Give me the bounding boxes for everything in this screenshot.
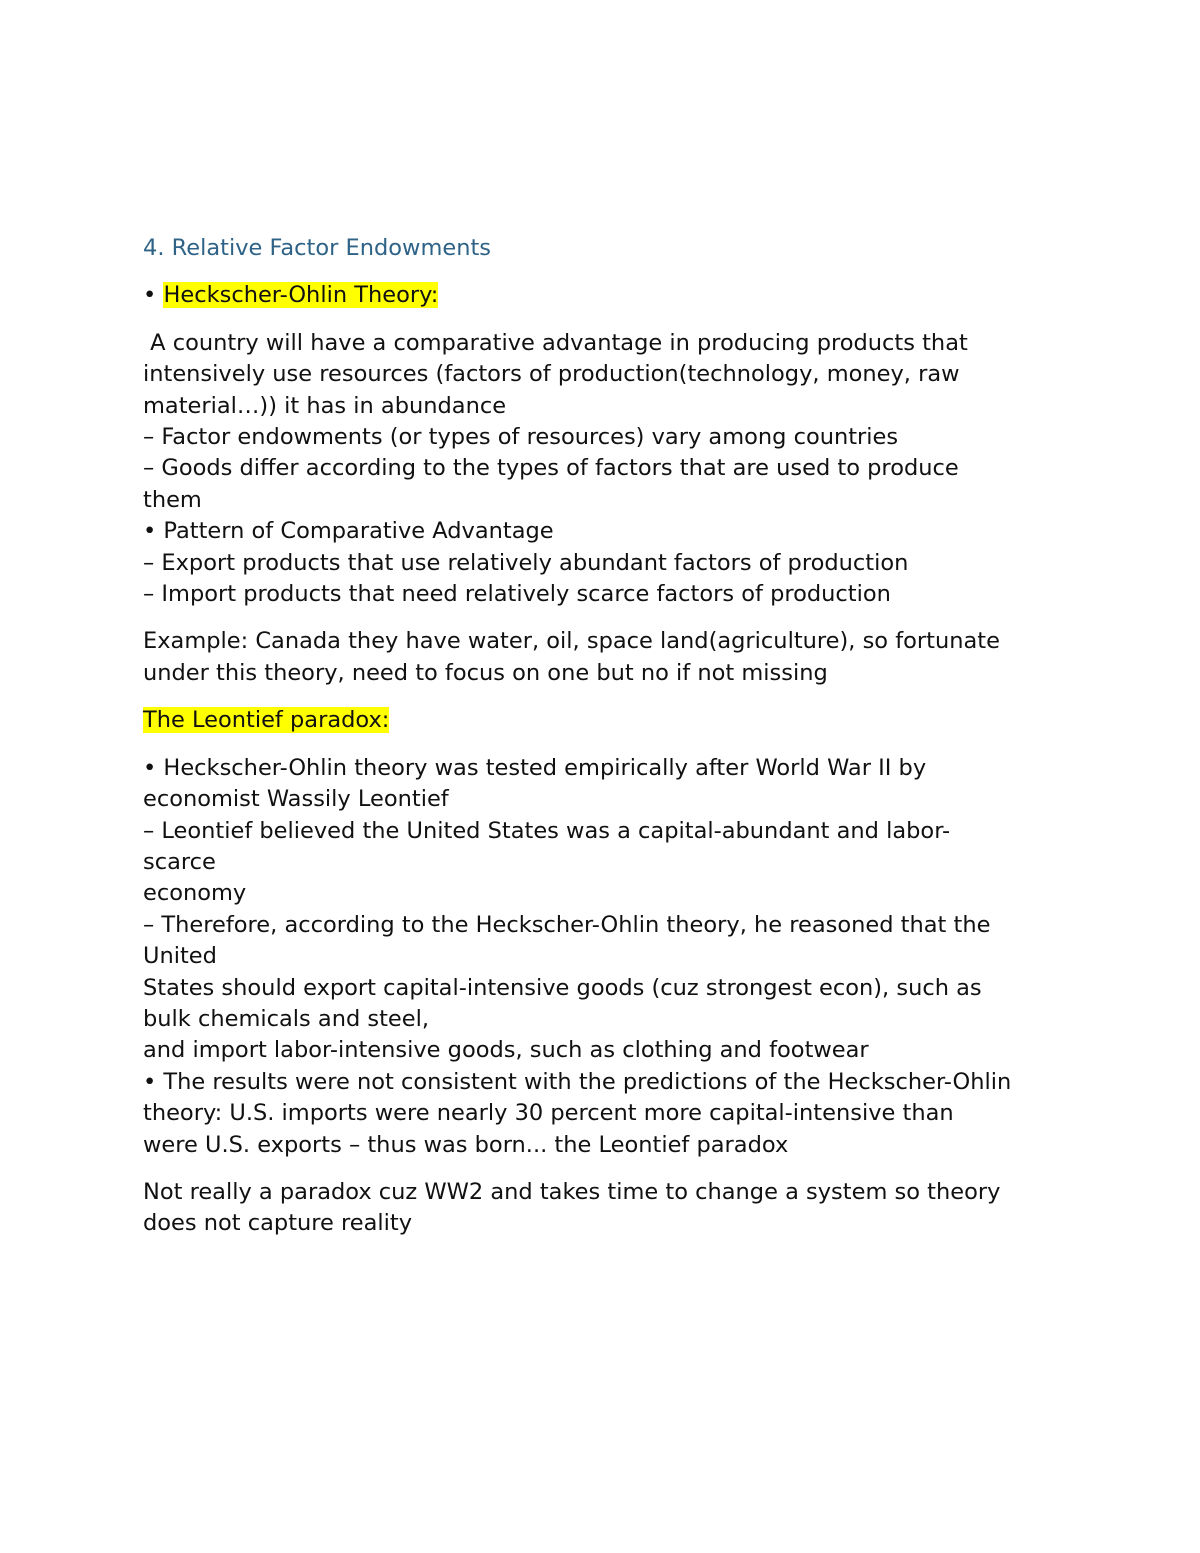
text-line: material…)) it has in abundance bbox=[143, 392, 507, 419]
leontief-body bbox=[143, 753, 1063, 1161]
text-line: States should export capital-intensive goods (cuz strongest econ), such as bbox=[143, 974, 982, 1001]
text-line: • Pattern of Comparative Advantage bbox=[143, 518, 554, 545]
text-line: scarce bbox=[143, 848, 216, 875]
text-line: intensively use resources (factors of production(technology, money, raw bbox=[143, 361, 960, 388]
text-line: – Leontief believed the United States was a capital-abundant and labor- bbox=[143, 817, 951, 844]
ho-theory-body bbox=[143, 328, 1063, 611]
text-line: bulk chemicals and steel, bbox=[143, 1005, 430, 1032]
text-line: – Goods differ according to the types of factors that are used to produce bbox=[143, 455, 959, 482]
bullet: • bbox=[143, 282, 164, 309]
text-line: and import labor-intensive goods, such as clothing and footwear bbox=[143, 1037, 869, 1064]
example-paragraph bbox=[143, 626, 1063, 689]
text-line: – Export products that use relatively abundant factors of production bbox=[143, 549, 909, 576]
text-line: • Heckscher-Ohlin theory was tested empirically after World War II by bbox=[143, 754, 927, 781]
text-line: economist Wassily Leontief bbox=[143, 786, 449, 813]
section-heading: 4. Relative Factor Endowments bbox=[143, 235, 492, 261]
leontief-heading bbox=[143, 705, 1063, 736]
text-line: were U.S. exports – thus was born... the Leontief paradox bbox=[143, 1131, 789, 1158]
text-line: Example: Canada they have water, oil, space land(agriculture), so fortunate bbox=[143, 628, 1000, 655]
ho-theory-heading bbox=[143, 280, 1063, 311]
text-line: • The results were not consistent with the predictions of the Heckscher-Ohlin bbox=[143, 1068, 1012, 1095]
document-page bbox=[143, 233, 1063, 1256]
conclusion-paragraph bbox=[143, 1177, 1063, 1240]
text-line: Not really a paradox cuz WW2 and takes time to change a system so theory bbox=[143, 1178, 1001, 1205]
text-line: – Import products that need relatively scarce factors of production bbox=[143, 581, 891, 608]
text-line: does not capture reality bbox=[143, 1210, 413, 1237]
text-line: United bbox=[143, 943, 217, 970]
ho-theory-title: Heckscher-Ohlin Theory: bbox=[163, 282, 439, 309]
text-line: under this theory, need to focus on one but no if not missing bbox=[143, 659, 828, 686]
text-line: theory: U.S. imports were nearly 30 percent more capital-intensive than bbox=[143, 1100, 954, 1127]
text-line: – Factor endowments (or types of resources) vary among countries bbox=[143, 424, 899, 451]
text-line: – Therefore, according to the Heckscher-Ohlin theory, he reasoned that the bbox=[143, 911, 991, 938]
text-line: A country will have a comparative advantage in producing products that bbox=[143, 329, 968, 356]
text-line: economy bbox=[143, 880, 247, 907]
text-line: them bbox=[143, 486, 202, 513]
leontief-title: The Leontief paradox: bbox=[143, 707, 390, 734]
